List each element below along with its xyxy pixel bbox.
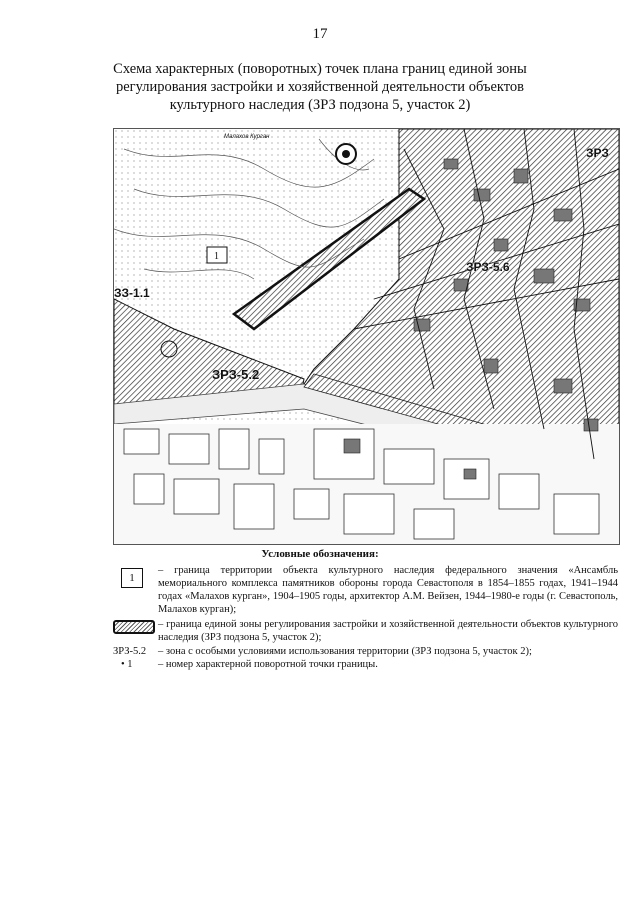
legend-item-zone-boundary	[113, 618, 618, 644]
legend-text-zone-boundary: – граница единой зоны регулирования застройки и хозяйственной деятельности объектов культурного наследия (ЗРЗ подзона 5, участок 2);	[158, 619, 618, 643]
legend-item-zone-label	[113, 645, 618, 659]
zone-label-symbol: ЗРЗ-5.2	[113, 646, 147, 657]
zone-boundary-symbol	[113, 620, 155, 634]
label-zrz-5-2: ЗРЗ-5.2	[212, 367, 260, 382]
title-line-1: Схема характерных (поворотных) точек плана границ единой зоны	[113, 61, 527, 77]
monument-dot	[342, 150, 350, 158]
label-zrz: ЗРЗ	[586, 146, 609, 160]
point-symbol: • 1	[121, 659, 133, 670]
heritage-boundary-symbol: 1	[121, 568, 143, 588]
page-number: 17	[312, 26, 328, 42]
map	[113, 128, 620, 545]
title-line-2: регулирования застройки и хозяйственной деятельности объектов	[116, 79, 524, 95]
legend-item-heritage	[113, 564, 618, 616]
label-zz-1-1: ЗЗ-1.1	[114, 286, 150, 300]
label-zrz-5-6: ЗРЗ-5.6	[466, 260, 510, 274]
legend-text-heritage: – граница территории объекта культурного наследия федерального значения «Ансамбль мемориального комплекса памятников обороны города Севастополя в 1854–1855 годах, 1941–1944 годах «Малахов курган», 1904–1905 годы, архитектор А.М. Вейзен, 1944–1980-е годы (г. Севастополь, Малахов курган);	[158, 565, 618, 615]
point-1-label: 1	[214, 251, 219, 262]
legend-text-zone-label: – зона с особыми условиями использования территории (ЗРЗ подзона 5, участок 2);	[158, 646, 532, 657]
title-line-3: культурного наследия (ЗРЗ подзона 5, участок 2)	[169, 97, 471, 113]
map-canvas	[114, 129, 619, 544]
city-blocks	[114, 424, 619, 544]
label-malakhov: Малахов Курган	[224, 134, 270, 140]
legend-item-point	[113, 658, 618, 672]
page-title	[100, 60, 540, 114]
legend-title: Условные обозначения:	[261, 548, 379, 560]
legend-text-point: – номер характерной поворотной точки границы.	[158, 659, 378, 670]
